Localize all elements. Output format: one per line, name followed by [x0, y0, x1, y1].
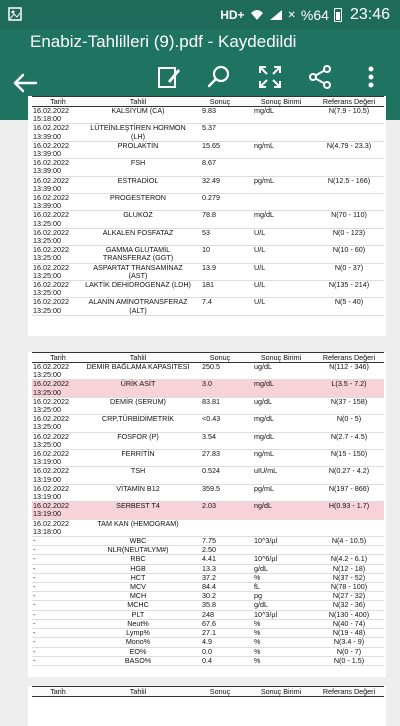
edit-icon[interactable] — [156, 64, 182, 90]
cell-test: DEMİR (SERUM) — [84, 397, 192, 414]
cell-unit: ug/dL — [248, 397, 314, 414]
cell-date: - — [32, 638, 84, 647]
cell-reference: N(5 - 40) — [314, 298, 384, 315]
cell-test: Lymp% — [84, 629, 192, 638]
cell-result: 30.2 — [192, 592, 248, 601]
cell-result: 8.67 — [192, 159, 248, 176]
table-row — [32, 519, 384, 536]
cell-unit: 10^3/µl — [248, 537, 314, 546]
cell-test: TSH — [84, 467, 192, 484]
table-row — [32, 638, 384, 647]
cell-date: 16.02.2022 15:18:00 — [32, 107, 84, 124]
table-row — [32, 564, 384, 573]
battery-icon — [334, 8, 342, 22]
cell-result: 4.41 — [192, 555, 248, 564]
table-row — [32, 363, 384, 380]
table-row — [32, 610, 384, 619]
table-row — [32, 502, 384, 519]
cell-date: - — [32, 656, 84, 665]
cell-test: DEMİR BAĞLAMA KAPASİTESİ — [84, 363, 192, 380]
table-row — [32, 601, 384, 610]
cell-date: 16.02.2022 13:19:00 — [32, 450, 84, 467]
cell-date: 16.02.2022 13:19:00 — [32, 467, 84, 484]
cell-result: 53 — [192, 228, 248, 245]
cell-reference: N(12.5 - 166) — [314, 176, 384, 193]
cell-date: 16.02.2022 13:25:00 — [32, 228, 84, 245]
cell-reference — [314, 159, 384, 176]
cell-unit: fL — [248, 583, 314, 592]
cell-test: KALSİYUM (CA) — [84, 107, 192, 124]
table-row — [32, 397, 384, 414]
table-row — [32, 380, 384, 397]
header-date: Tarih — [32, 97, 84, 107]
header-date: Tarih — [32, 353, 84, 363]
table-row — [32, 656, 384, 665]
cell-unit: uIU/mL — [248, 467, 314, 484]
cell-unit — [248, 194, 314, 211]
cell-unit: % — [248, 647, 314, 656]
cell-unit: 10^3/µl — [248, 610, 314, 619]
cell-reference: N(197 - 866) — [314, 484, 384, 501]
cell-date: 16.02.2022 13:25:00 — [32, 397, 84, 414]
cell-unit: mg/dL — [248, 432, 314, 449]
cell-result: 4.9 — [192, 638, 248, 647]
cell-date: - — [32, 610, 84, 619]
table-row — [32, 107, 384, 124]
cell-result: 27.1 — [192, 629, 248, 638]
cell-result: 5.37 — [192, 124, 248, 141]
pdf-page-2 — [28, 352, 386, 677]
cell-unit: mg/dL — [248, 107, 314, 124]
cell-date: 16.02.2022 13:25:00 — [32, 211, 84, 228]
cell-unit: % — [248, 619, 314, 628]
cell-result: 2.03 — [192, 502, 248, 519]
cell-result: 67.6 — [192, 619, 248, 628]
cell-result: 13.9 — [192, 263, 248, 280]
cell-test: LÜTEİNLEŞTİREN HORMON (LH) — [84, 124, 192, 141]
back-arrow-icon[interactable] — [10, 68, 40, 98]
header-unit: Sonuç Birimi — [248, 97, 314, 107]
cell-result: 15.65 — [192, 141, 248, 158]
status-bar — [0, 0, 400, 30]
lab-results-table-1 — [32, 96, 384, 316]
cell-result: 359.5 — [192, 484, 248, 501]
cell-test: ASPARTAT TRANSAMİNAZ (AST) — [84, 263, 192, 280]
clock: 23:46 — [349, 6, 390, 23]
table-row — [32, 484, 384, 501]
table-row — [32, 141, 384, 158]
table-row — [32, 246, 384, 263]
cell-date: - — [32, 619, 84, 628]
cell-date: - — [32, 564, 84, 573]
cell-reference: N(15 - 150) — [314, 450, 384, 467]
header-unit: Sonuç Birimi — [248, 353, 314, 363]
cell-test: RBC — [84, 555, 192, 564]
cell-test: Mono% — [84, 638, 192, 647]
cell-test: WBC — [84, 537, 192, 546]
table-row — [32, 647, 384, 656]
cell-result: 0.524 — [192, 467, 248, 484]
cell-unit: pg — [248, 592, 314, 601]
cell-unit: mg/dL — [248, 380, 314, 397]
cell-test: FSH — [84, 159, 192, 176]
table-row — [32, 176, 384, 193]
cell-reference: N(78 - 100) — [314, 583, 384, 592]
cell-result: 181 — [192, 281, 248, 298]
cell-result: 37.2 — [192, 573, 248, 582]
lab-results-table-3 — [32, 686, 384, 697]
cell-test: PROGESTERON — [84, 194, 192, 211]
cell-result: 0.0 — [192, 647, 248, 656]
table-row — [32, 415, 384, 432]
cell-date: - — [32, 573, 84, 582]
cell-result: <0.43 — [192, 415, 248, 432]
cell-reference: N(4.79 - 23.3) — [314, 141, 384, 158]
cell-unit: ug/dL — [248, 363, 314, 380]
cell-date: 16.02.2022 13:25:00 — [32, 363, 84, 380]
table-row — [32, 281, 384, 298]
header-result: Sonuç — [192, 687, 248, 697]
network-type: HD+ — [220, 8, 245, 22]
cell-result — [192, 519, 248, 536]
cell-result: 248 — [192, 610, 248, 619]
cell-result: 32.49 — [192, 176, 248, 193]
cell-unit: U/L — [248, 246, 314, 263]
cell-result: 35.8 — [192, 601, 248, 610]
cell-reference: N(4.2 - 6.1) — [314, 555, 384, 564]
cell-result: 0.4 — [192, 656, 248, 665]
cell-result: 84.4 — [192, 583, 248, 592]
cell-result: 3.0 — [192, 380, 248, 397]
cell-unit: U/L — [248, 263, 314, 280]
cell-result: 7.4 — [192, 298, 248, 315]
cell-test: NLR(NEUT#LYM#) — [84, 546, 192, 555]
cell-unit: g/dL — [248, 601, 314, 610]
cell-test: ESTRADİOL — [84, 176, 192, 193]
cell-test: Neut% — [84, 619, 192, 628]
cell-reference: N(0 - 5) — [314, 415, 384, 432]
pdf-page-3 — [28, 686, 386, 726]
cell-reference: L(3.5 - 7.2) — [314, 380, 384, 397]
cell-date: - — [32, 601, 84, 610]
cell-reference: N(130 - 400) — [314, 610, 384, 619]
cell-reference: N(27 - 32) — [314, 592, 384, 601]
cell-result: 3.54 — [192, 432, 248, 449]
cell-reference: N(0 - 1.5) — [314, 656, 384, 665]
cell-unit: % — [248, 656, 314, 665]
cell-reference — [314, 124, 384, 141]
more-options-icon[interactable] — [358, 64, 384, 90]
mute-icon: ✕ — [287, 9, 296, 21]
header-reference: Referans Değeri — [314, 97, 384, 107]
header-test: Tahlil — [84, 353, 192, 363]
cell-reference: N(0 - 7) — [314, 647, 384, 656]
cell-reference: N(37 - 158) — [314, 397, 384, 414]
cell-test: EO% — [84, 647, 192, 656]
cell-result: 0.279 — [192, 194, 248, 211]
cell-test: ÜRİK ASİT — [84, 380, 192, 397]
cell-result: 7.75 — [192, 537, 248, 546]
cell-date: 16.02.2022 13:39:00 — [32, 176, 84, 193]
table-row — [32, 298, 384, 315]
cell-reference: N(12 - 18) — [314, 564, 384, 573]
cell-date: 16.02.2022 13:25:00 — [32, 380, 84, 397]
cell-unit: % — [248, 573, 314, 582]
cell-test: ALKALEN FOSFATAZ — [84, 228, 192, 245]
cell-date: 16.02.2022 13:19:00 — [32, 502, 84, 519]
cell-date: - — [32, 537, 84, 546]
cell-reference: N(37 - 52) — [314, 573, 384, 582]
cell-reference: H(0.93 - 1.7) — [314, 502, 384, 519]
cell-unit: ng/mL — [248, 141, 314, 158]
cell-date: 16.02.2022 13:25:00 — [32, 246, 84, 263]
cell-result: 13.3 — [192, 564, 248, 573]
cell-reference: N(10 - 60) — [314, 246, 384, 263]
cell-reference: N(32 - 36) — [314, 601, 384, 610]
cell-date: - — [32, 583, 84, 592]
table-row — [32, 211, 384, 228]
cell-date: - — [32, 647, 84, 656]
cell-test: MCHC — [84, 601, 192, 610]
cell-date: 16.02.2022 13:19:00 — [32, 484, 84, 501]
cell-date: 16.02.2022 13:18:00 — [32, 519, 84, 536]
header-reference: Referans Değeri — [314, 353, 384, 363]
cell-reference: N(4 - 10.5) — [314, 537, 384, 546]
cell-date: 16.02.2022 13:25:00 — [32, 263, 84, 280]
cell-unit: mg/dL — [248, 415, 314, 432]
cell-date: - — [32, 546, 84, 555]
cell-unit: % — [248, 629, 314, 638]
cell-date: - — [32, 629, 84, 638]
table-row — [32, 450, 384, 467]
cell-test: HGB — [84, 564, 192, 573]
cell-test: FERRİTİN — [84, 450, 192, 467]
header-unit: Sonuç Birimi — [248, 687, 314, 697]
cell-reference: N(19 - 48) — [314, 629, 384, 638]
pdf-page-1 — [28, 96, 386, 336]
cell-reference: N(40 - 74) — [314, 619, 384, 628]
table-row — [32, 228, 384, 245]
cell-test: GLUKOZ — [84, 211, 192, 228]
battery-percent: %64 — [300, 7, 329, 23]
cell-test: BASO% — [84, 656, 192, 665]
cell-unit: g/dL — [248, 564, 314, 573]
cell-date: - — [32, 592, 84, 601]
cell-result: 9.83 — [192, 107, 248, 124]
cell-test: TAM KAN (HEMOGRAM) — [84, 519, 192, 536]
cell-test: LAKTİK DEHİDROGENAZ (LDH) — [84, 281, 192, 298]
cell-test: HCT — [84, 573, 192, 582]
cell-date: 16.02.2022 13:39:00 — [32, 141, 84, 158]
header-date: Tarih — [32, 687, 84, 697]
cell-reference: N(7.9 - 10.5) — [314, 107, 384, 124]
cell-unit: ng/mL — [248, 450, 314, 467]
cell-date: 16.02.2022 13:25:00 — [32, 298, 84, 315]
cell-date: 16.02.2022 13:39:00 — [32, 124, 84, 141]
cell-test: SERBEST T4 — [84, 502, 192, 519]
cell-unit: U/L — [248, 298, 314, 315]
table-row — [32, 467, 384, 484]
cell-reference: N(3.4 - 9) — [314, 638, 384, 647]
cell-unit: mg/dL — [248, 211, 314, 228]
cell-reference: N(0 - 123) — [314, 228, 384, 245]
cell-reference — [314, 194, 384, 211]
cell-reference: N(112 - 346) — [314, 363, 384, 380]
cell-result: 83.81 — [192, 397, 248, 414]
cell-reference: N(0.27 - 4.2) — [314, 467, 384, 484]
cell-unit: pg/mL — [248, 484, 314, 501]
cell-reference: N(135 - 214) — [314, 281, 384, 298]
header-result: Sonuç — [192, 97, 248, 107]
cell-test: MCH — [84, 592, 192, 601]
cell-unit: % — [248, 638, 314, 647]
document-title: Enabiz-Tahlilleri (9).pdf - Kaydedildi — [30, 32, 297, 51]
cell-unit — [248, 519, 314, 536]
cell-reference — [314, 519, 384, 536]
cell-unit: U/L — [248, 281, 314, 298]
header-result: Sonuç — [192, 353, 248, 363]
header-test: Tahlil — [84, 97, 192, 107]
cell-date: 16.02.2022 13:25:00 — [32, 432, 84, 449]
table-row — [32, 432, 384, 449]
table-row — [32, 555, 384, 564]
cell-test: FOSFOR (P) — [84, 432, 192, 449]
cell-unit: pg/mL — [248, 176, 314, 193]
table-row — [32, 124, 384, 141]
lab-results-table-2 — [32, 352, 384, 666]
cell-test: ALANİN AMİNOTRANSFERAZ (ALT) — [84, 298, 192, 315]
cell-result: 10 — [192, 246, 248, 263]
expand-icon[interactable] — [257, 64, 283, 90]
cell-result: 2.50 — [192, 546, 248, 555]
cell-result: 27.83 — [192, 450, 248, 467]
cell-test: PLT — [84, 610, 192, 619]
cell-date: 16.02.2022 13:25:00 — [32, 281, 84, 298]
cell-date: 16.02.2022 13:39:00 — [32, 159, 84, 176]
cell-unit — [248, 159, 314, 176]
cell-date: - — [32, 555, 84, 564]
cell-unit — [248, 124, 314, 141]
cell-unit: U/L — [248, 228, 314, 245]
cell-test: MCV — [84, 583, 192, 592]
table-row — [32, 159, 384, 176]
cell-date: 16.02.2022 13:25:00 — [32, 415, 84, 432]
notification-icon — [8, 7, 22, 24]
cell-date: 16.02.2022 13:39:00 — [32, 194, 84, 211]
search-icon[interactable] — [206, 64, 232, 90]
table-row — [32, 263, 384, 280]
signal-icon — [269, 9, 283, 21]
cell-result: 250.5 — [192, 363, 248, 380]
cell-result: 78.8 — [192, 211, 248, 228]
cell-unit: 10^6/µl — [248, 555, 314, 564]
cell-reference: N(0 - 37) — [314, 263, 384, 280]
share-icon[interactable] — [307, 64, 333, 90]
cell-test: PROLAKTİN — [84, 141, 192, 158]
table-row — [32, 194, 384, 211]
cell-test: GAMMA GLUTAMİL TRANSFERAZ (GGT) — [84, 246, 192, 263]
cell-reference: N(70 - 110) — [314, 211, 384, 228]
cell-test: CRP,TÜRBİDİMETRİK — [84, 415, 192, 432]
cell-reference: N(2.7 - 4.5) — [314, 432, 384, 449]
header-reference: Referans Değeri — [314, 687, 384, 697]
cell-unit: ng/dL — [248, 502, 314, 519]
wifi-icon — [250, 9, 264, 21]
header-test: Tahlil — [84, 687, 192, 697]
cell-test: VİTAMİN B12 — [84, 484, 192, 501]
